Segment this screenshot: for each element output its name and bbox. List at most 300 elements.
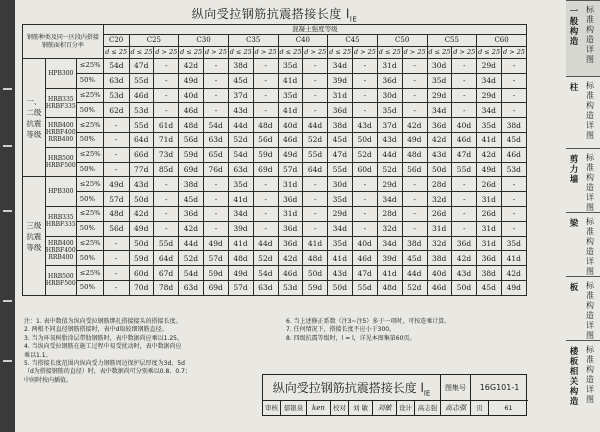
table-cell	[377, 59, 402, 74]
table-row	[23, 192, 527, 207]
cell-value: 42d	[481, 150, 496, 160]
table-cell: -	[103, 162, 129, 177]
cell-value: 52d	[233, 135, 248, 145]
table-cell	[328, 132, 353, 147]
table-cell: -	[253, 59, 278, 74]
table-cell	[477, 103, 502, 118]
table-row	[23, 206, 527, 221]
cell-value: 57d	[208, 253, 223, 263]
cell-value: 46d	[134, 90, 149, 100]
table-cell	[129, 266, 154, 281]
table-cell: -	[452, 88, 477, 103]
table-cell	[278, 147, 303, 162]
lap-percentage: ≤25%	[76, 206, 103, 221]
table-cell	[204, 118, 229, 133]
table-cell	[253, 280, 278, 295]
cell-value: 71d	[158, 135, 174, 145]
cell-value: 54d	[258, 268, 273, 278]
table-cell	[204, 147, 229, 162]
table-cell	[228, 206, 253, 221]
cell-value: 35d	[332, 238, 348, 248]
table-cell	[103, 221, 129, 236]
table-cell: -	[402, 103, 427, 118]
table-cell: -	[103, 147, 129, 162]
cell-value: 55d	[456, 164, 472, 174]
cell-value: 41d	[283, 76, 298, 86]
page-title-text: 纵向受拉钢筋抗震搭接长度 l	[191, 7, 350, 21]
cell-value: 42d	[283, 253, 298, 263]
table-cell	[103, 177, 129, 192]
table-cell: -	[501, 221, 526, 236]
cell-value: 50d	[307, 268, 323, 278]
lap-percentage: ≤25%	[76, 236, 103, 251]
table-cell	[353, 162, 378, 177]
cell-value: 62d	[109, 105, 124, 115]
cell-value: 41d	[307, 238, 323, 248]
rebar-type: HRB400 HRBF400 RRB400	[45, 118, 76, 148]
cell-value: 34d	[332, 61, 348, 71]
table-cell: -	[353, 73, 378, 88]
cell-value: 43d	[431, 150, 447, 160]
cell-value: 46d	[431, 283, 447, 293]
table-cell: -	[303, 73, 328, 88]
table-cell: -	[452, 206, 477, 221]
chapter-tab-3[interactable]	[566, 212, 600, 276]
cell-value: 31d	[431, 224, 447, 234]
table-cell	[377, 266, 402, 281]
table-cell	[253, 147, 278, 162]
cell-value: 30d	[382, 90, 397, 100]
table-cell	[303, 147, 328, 162]
table-cell	[303, 162, 328, 177]
table-cell	[129, 103, 154, 118]
cell-value: 40d	[357, 238, 372, 248]
table-cell	[228, 162, 253, 177]
atlas-number-label: 图集号	[441, 375, 471, 401]
table-cell: -	[402, 88, 427, 103]
table-cell: -	[204, 221, 229, 236]
table-cell	[452, 132, 477, 147]
table-cell	[154, 280, 179, 295]
table-cell: -	[353, 177, 378, 192]
table-cell	[303, 118, 328, 133]
note-line: 中间时按内插值。	[24, 376, 73, 384]
table-cell	[179, 280, 204, 295]
table-cell: -	[501, 88, 526, 103]
cell-value: 44d	[407, 268, 422, 278]
title-block-title-text: 纵向受拉钢筋抗震搭接长度 l	[272, 381, 424, 395]
cell-value: 31d	[481, 238, 496, 248]
table-cell: -	[154, 206, 179, 221]
diameter-gt-25: d > 25	[402, 47, 427, 59]
cell-value: 31d	[481, 194, 496, 204]
table-cell	[179, 221, 204, 236]
table-cell	[253, 266, 278, 281]
cell-value: 38d	[332, 120, 348, 130]
cell-value: 69d	[208, 283, 223, 293]
table-cell	[353, 280, 378, 295]
table-cell: -	[402, 59, 427, 74]
table-cell: -	[452, 73, 477, 88]
cell-value: 46d	[283, 135, 298, 145]
table-cell: -	[303, 103, 328, 118]
cell-value: 69d	[183, 164, 199, 174]
cell-value: 36d	[283, 224, 298, 234]
diameter-le-25: d ≤ 25	[278, 47, 303, 59]
cell-value: 31d	[382, 61, 397, 71]
table-cell	[278, 73, 303, 88]
chapter-tab-5[interactable]	[566, 340, 600, 432]
cell-value: 36d	[183, 209, 199, 219]
binding-spine	[0, 0, 15, 432]
table-cell: -	[303, 206, 328, 221]
cell-value: 55d	[158, 238, 174, 248]
table-cell	[477, 177, 502, 192]
lap-percentage: 50%	[76, 280, 103, 295]
chapter-tab-subtitle: 标准构造详图	[586, 345, 594, 404]
table-cell	[103, 206, 129, 221]
cell-value: 40d	[431, 268, 447, 278]
table-cell	[328, 162, 353, 177]
table-cell: -	[452, 221, 477, 236]
cell-value: 36d	[332, 105, 348, 115]
notes-right-column	[286, 318, 534, 343]
cell-value: 43d	[357, 120, 372, 130]
table-cell	[477, 266, 502, 281]
cell-value: 36d	[456, 238, 472, 248]
page-label: 页	[471, 401, 489, 416]
lap-percentage: 50%	[76, 73, 103, 88]
cell-value: 54d	[233, 150, 248, 160]
cell-value: 63d	[208, 135, 223, 145]
title-block-title	[263, 375, 441, 401]
cell-value: 56d	[109, 224, 124, 234]
table-cell: -	[253, 192, 278, 207]
table-cell: -	[353, 192, 378, 207]
diameter-le-25: d ≤ 25	[179, 47, 204, 59]
cell-value: 35d	[283, 61, 298, 71]
cell-value: 35d	[233, 179, 248, 189]
table-cell	[477, 59, 502, 74]
chapter-tab-subtitle: 标准构造详图	[586, 217, 594, 276]
note-line: 8. 四级抗震等级时，l = l，详见本图集第60页。	[286, 334, 416, 342]
table-cell	[427, 251, 452, 266]
table-cell	[154, 118, 179, 133]
atlas-number: 16G101-1	[471, 375, 528, 401]
design-label: 设计	[397, 401, 415, 416]
table-cell	[328, 103, 353, 118]
chapter-tab-4[interactable]	[566, 276, 600, 340]
cell-value: 45d	[332, 135, 348, 145]
table-cell	[353, 118, 378, 133]
table-cell: -	[501, 206, 526, 221]
reviewer-signature: ken	[307, 401, 331, 416]
lap-percentage: 50%	[76, 251, 103, 266]
table-cell	[377, 280, 402, 295]
table-cell	[501, 118, 526, 133]
cell-value: 52d	[382, 164, 397, 174]
table-cell: -	[103, 266, 129, 281]
rebar-type: HRB500 HRBF500	[45, 266, 76, 296]
lap-percentage: 50%	[76, 192, 103, 207]
cell-value: 34d	[382, 194, 397, 204]
cell-value: 49d	[183, 76, 199, 86]
cell-value: 36d	[283, 238, 298, 248]
note-line: 4. 当纵向受拉钢筋在施工过程中易受扰动时，表中数据尚应	[24, 343, 182, 351]
cell-value: 61d	[158, 120, 174, 130]
cell-value: 28d	[431, 179, 447, 189]
table-cell	[129, 162, 154, 177]
cell-value: 48d	[382, 283, 397, 293]
table-cell	[477, 206, 502, 221]
diameter-gt-25: d > 25	[452, 47, 477, 59]
cell-value: 50d	[431, 164, 447, 174]
cell-value: 42d	[183, 61, 199, 71]
table-cell	[303, 266, 328, 281]
cell-value: 28d	[382, 209, 397, 219]
cell-value: 76d	[208, 164, 223, 174]
cell-value: 30d	[431, 61, 447, 71]
table-cell	[278, 132, 303, 147]
chapter-tab-1[interactable]	[566, 76, 600, 148]
cell-value: 29d	[332, 209, 348, 219]
table-cell	[278, 192, 303, 207]
table-cell	[204, 280, 229, 295]
cell-value: 56d	[407, 164, 422, 174]
cell-value: 43d	[332, 268, 348, 278]
table-cell	[501, 162, 526, 177]
cell-value: 56d	[258, 135, 273, 145]
table-cell	[179, 147, 204, 162]
table-cell	[129, 177, 154, 192]
table-cell: -	[204, 73, 229, 88]
table-cell	[228, 236, 253, 251]
rebar-type: HPB300	[45, 177, 76, 207]
table-cell	[154, 251, 179, 266]
lap-percentage: 50%	[76, 221, 103, 236]
diameter-le-25: d ≤ 25	[377, 47, 402, 59]
cell-value: 64d	[307, 164, 323, 174]
cell-value: 49d	[283, 150, 298, 160]
cell-value: 59d	[183, 150, 199, 160]
cell-value: 36d	[382, 76, 397, 86]
table-cell: -	[154, 73, 179, 88]
cell-value: 46d	[456, 135, 472, 145]
cell-value: 55d	[357, 283, 372, 293]
diameter-gt-25: d > 25	[154, 47, 179, 59]
table-cell	[129, 88, 154, 103]
cell-value: 29d	[481, 90, 496, 100]
cell-value: 43d	[233, 105, 248, 115]
table-cell	[253, 162, 278, 177]
cell-value: 52d	[357, 150, 372, 160]
rebar-type: HRB335 HRBF335	[45, 206, 76, 236]
diameter-le-25: d ≤ 25	[129, 47, 154, 59]
cell-value: 31d	[283, 209, 298, 219]
chapter-tab-label: 一般构造	[569, 7, 579, 47]
cell-value: 63d	[183, 283, 199, 293]
table-cell	[377, 118, 402, 133]
cell-value: 34d	[481, 76, 496, 86]
table-cell	[179, 192, 204, 207]
table-cell	[179, 59, 204, 74]
cell-value: 52d	[258, 253, 273, 263]
table-cell	[278, 177, 303, 192]
table-cell	[353, 147, 378, 162]
cell-value: 42d	[407, 120, 422, 130]
table-cell	[427, 236, 452, 251]
table-cell: -	[204, 88, 229, 103]
table-cell: -	[452, 103, 477, 118]
seismic-grade-1-2: 一、二级抗震等级	[23, 59, 46, 177]
cell-value: 38d	[431, 253, 447, 263]
table-cell	[377, 206, 402, 221]
table-cell: -	[253, 206, 278, 221]
table-cell	[353, 236, 378, 251]
cell-value: 40d	[456, 120, 472, 130]
cell-value: 85d	[158, 164, 174, 174]
cell-value: 31d	[332, 90, 348, 100]
diameter-le-25: d ≤ 25	[477, 47, 502, 59]
cell-value: 41d	[233, 238, 248, 248]
cell-value: 63d	[258, 283, 273, 293]
cell-value: 67d	[158, 268, 174, 278]
table-cell	[377, 162, 402, 177]
table-cell: -	[103, 236, 129, 251]
cell-value: 78d	[158, 283, 174, 293]
cell-value: 38d	[233, 61, 248, 71]
cell-value: 64d	[134, 135, 149, 145]
table-cell	[129, 59, 154, 74]
cell-value: 50d	[134, 194, 149, 204]
table-cell	[228, 177, 253, 192]
grade-c60: C60	[477, 35, 527, 47]
cell-value: 65d	[208, 150, 223, 160]
table-cell: -	[353, 103, 378, 118]
cell-value: 46d	[357, 253, 372, 263]
table-cell	[129, 118, 154, 133]
table-cell	[452, 147, 477, 162]
table-cell: -	[452, 192, 477, 207]
diameter-le-25: d ≤ 25	[103, 47, 129, 59]
chapter-tab-label: 剪力墙	[569, 155, 579, 185]
table-cell	[477, 251, 502, 266]
note-line: （d为搭接钢筋的直径）时，表中数据尚可分别乘以0.8、0.7；	[24, 368, 191, 376]
table-cell	[377, 73, 402, 88]
lap-percentage: 50%	[76, 103, 103, 118]
table-cell	[278, 280, 303, 295]
table-cell	[328, 192, 353, 207]
cell-value: 59d	[208, 268, 223, 278]
table-cell	[353, 132, 378, 147]
cell-value: 53d	[134, 105, 149, 115]
table-cell	[179, 73, 204, 88]
cell-value: 48d	[183, 120, 199, 130]
table-cell: -	[303, 192, 328, 207]
table-cell	[377, 132, 402, 147]
diameter-le-25: d ≤ 25	[328, 47, 353, 59]
table-cell	[278, 162, 303, 177]
chapter-tab-2[interactable]	[566, 148, 600, 212]
table-row	[23, 118, 527, 133]
cell-value: 44d	[183, 238, 199, 248]
cell-value: 70d	[134, 283, 149, 293]
table-cell	[477, 132, 502, 147]
table-row	[23, 147, 527, 162]
signature-row	[263, 401, 528, 417]
table-cell	[427, 59, 452, 74]
cell-value: 50d	[134, 238, 149, 248]
table-row	[23, 162, 527, 177]
checker-name: 刘 敏	[349, 401, 373, 416]
table-cell	[154, 147, 179, 162]
cell-value: 55d	[332, 164, 348, 174]
table-cell	[328, 251, 353, 266]
table-cell	[328, 266, 353, 281]
table-cell	[427, 103, 452, 118]
table-cell	[303, 132, 328, 147]
spine-mark	[3, 300, 12, 302]
table-cell: -	[402, 177, 427, 192]
table-cell	[402, 251, 427, 266]
cell-value: 40d	[183, 90, 199, 100]
cell-value: 34d	[332, 224, 348, 234]
spine-mark	[3, 210, 12, 212]
cell-value: 47d	[332, 150, 348, 160]
table-cell	[427, 192, 452, 207]
cell-value: 50d	[357, 135, 372, 145]
cell-value: 43d	[456, 268, 472, 278]
table-cell: -	[452, 59, 477, 74]
title-block-title-subscript: lE	[423, 389, 431, 398]
cell-value: 37d	[382, 120, 397, 130]
cell-value: 48d	[258, 120, 273, 130]
cell-value: 43d	[382, 135, 397, 145]
table-cell	[278, 236, 303, 251]
table-row	[23, 251, 527, 266]
table-cell	[129, 147, 154, 162]
cell-value: 59d	[307, 283, 323, 293]
grade-c20: C20	[103, 35, 129, 47]
table-cell: -	[253, 177, 278, 192]
cell-value: 50d	[456, 283, 472, 293]
table-cell	[278, 221, 303, 236]
designer-name: 高志强	[415, 401, 441, 416]
rebar-type: HPB300	[45, 59, 76, 89]
table-cell	[253, 251, 278, 266]
table-cell	[253, 118, 278, 133]
table-cell	[103, 73, 129, 88]
chapter-tab-subtitle: 标准构造详图	[586, 81, 594, 140]
cell-value: 26d	[481, 179, 496, 189]
chapter-tab-0[interactable]	[566, 0, 600, 76]
table-cell: -	[303, 177, 328, 192]
table-cell	[204, 266, 229, 281]
cell-value: 42d	[183, 224, 199, 234]
page-title-subscript: lE	[349, 15, 358, 24]
table-cell	[427, 147, 452, 162]
cell-value: 37d	[233, 90, 248, 100]
table-row	[23, 266, 527, 281]
table-cell	[501, 147, 526, 162]
page-number: 61	[504, 404, 513, 412]
cell-value: 44d	[307, 120, 323, 130]
diameter-le-25: d ≤ 25	[427, 47, 452, 59]
cell-value: 59d	[134, 253, 149, 263]
table-cell	[179, 206, 204, 221]
table-cell	[328, 118, 353, 133]
table-cell: -	[501, 73, 526, 88]
